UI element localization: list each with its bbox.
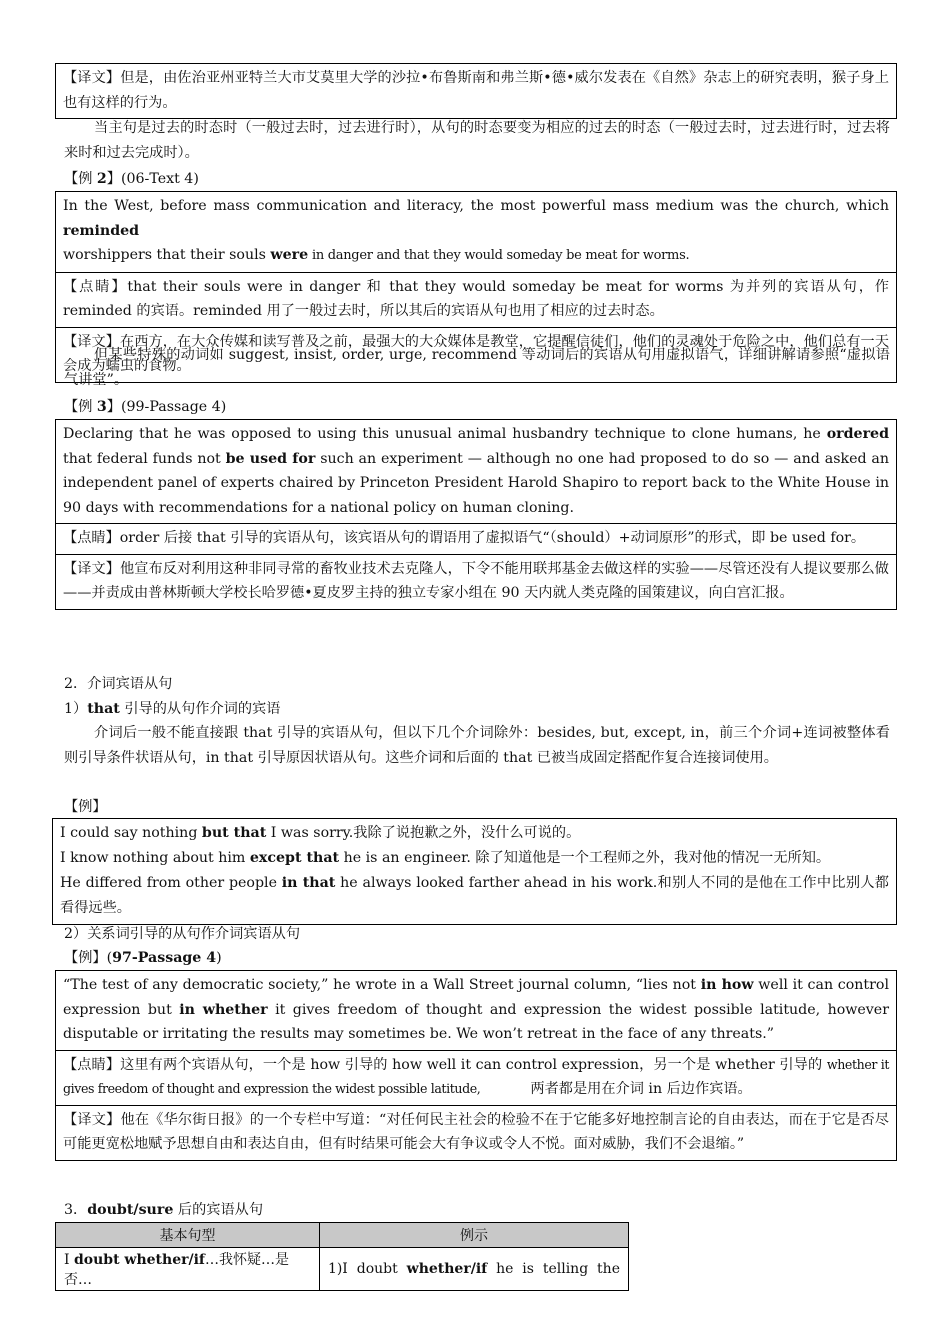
sentence-part: that federal funds not bbox=[63, 450, 226, 467]
label-num: 3 bbox=[96, 399, 107, 415]
section-2-title: 2．介词宾语从句 bbox=[64, 676, 173, 692]
section-2-paragraph: 介词后一般不能直接跟 that 引导的宾语从句，但以下几个介词除外：besides, but, except, in，前三个介词+连词被整体看则引导条件状语从句，in that 引导原因状语从句。这些介词和后面的 that 已被当成固定搭配作复合连接词使用。 bbox=[64, 725, 890, 766]
sentence-part: worshippers that their souls bbox=[63, 247, 271, 263]
example-2-note: 【点睛】that their souls were in danger 和 that they would someday be meat for worms 为并列的宾语从句，作 reminded 的宾语。reminded 用了一般过去时，所以其后的宾语从句也用了相应的过去时态。 bbox=[56, 272, 896, 327]
note-part: 【点睛】这里有两个宾语从句，一个是 how 引导的 how well it can control expression，另一个是 whether 引导的 bbox=[63, 1056, 827, 1073]
sub-rest: 引导的从句作介词的宾语 bbox=[119, 701, 281, 717]
label-num: 2 bbox=[96, 171, 107, 187]
sentence-bold: be used for bbox=[225, 450, 316, 467]
label-bold: 97-Passage 4 bbox=[112, 950, 217, 966]
sentence-bold: in how bbox=[700, 977, 754, 993]
cell-part: …我怀疑…是否… bbox=[64, 1252, 289, 1288]
sentence-bold: were bbox=[270, 247, 309, 263]
label-post: 】(06-Text 4) bbox=[106, 171, 199, 187]
label-pre: 【例 bbox=[64, 171, 97, 187]
label-post: 】(99-Passage 4) bbox=[106, 399, 227, 415]
example-line-3 bbox=[60, 871, 889, 921]
text-part: I know nothing about him bbox=[60, 850, 250, 866]
sentence-part: it gives freedom of thought and expression the widest possible latitude, however disputable or irritating the results may sometimes be. We won’t retreat in the face of any threats.” bbox=[63, 1001, 889, 1042]
section-2-examples bbox=[53, 819, 896, 924]
title-bold: doubt/sure bbox=[87, 1202, 174, 1218]
text-bold: in that bbox=[281, 875, 336, 891]
example-4-note bbox=[56, 1050, 896, 1105]
sentence-part: In the West, before mass communication and literacy, the most powerful mass medium was the church, which bbox=[63, 198, 889, 214]
text-part: I could say nothing bbox=[60, 825, 202, 841]
table-header-row bbox=[56, 1223, 629, 1248]
text-part: he is an engineer. 除了知道他是一个工程师之外，我对他的情况一无所知。 bbox=[339, 850, 831, 866]
example-3-sentence bbox=[56, 420, 896, 523]
example-3-label bbox=[64, 395, 226, 419]
table-header-pattern: 基本句型 bbox=[56, 1223, 320, 1248]
section-3-title bbox=[64, 1198, 263, 1222]
sentence-bold: ordered bbox=[826, 426, 889, 442]
title-num: 3． bbox=[64, 1202, 88, 1218]
text-part: he always looked farther ahead in his work.和别人不同的是他在工作中比别人都看得远些。 bbox=[60, 875, 889, 916]
cell-bold: doubt whether/if bbox=[73, 1252, 205, 1268]
example-4-sentence bbox=[56, 971, 896, 1050]
sub-bold: that bbox=[87, 701, 120, 717]
text-bold: but that bbox=[201, 825, 267, 841]
text-part: I was sorry.我除了说抱歉之外，没什么可说的。 bbox=[266, 825, 581, 841]
cell-part: I bbox=[64, 1252, 74, 1268]
label-pre: 【例】( bbox=[64, 950, 113, 966]
example-3-note: 【点睛】order 后接 that 引导的宾语从句，该宾语从句的谓语用了虚拟语气“（should）+动词原形”的形式，即 be used for。 bbox=[56, 523, 896, 554]
example-2-sentence bbox=[56, 192, 896, 272]
text-part: He differed from other people bbox=[60, 875, 282, 891]
cell-bold: whether/if bbox=[406, 1261, 488, 1277]
example-3-box bbox=[55, 419, 897, 610]
example-4-label bbox=[64, 946, 222, 970]
sub-num: 1） bbox=[64, 701, 88, 717]
sentence-bold: reminded bbox=[63, 222, 140, 239]
example-line-1 bbox=[60, 821, 889, 846]
cell-part: he is telling the bbox=[487, 1261, 620, 1277]
note-part: whether it gives freedom of thought and expression the widest possible latitude, bbox=[63, 1056, 889, 1096]
title-rest: 后的宾语从句 bbox=[173, 1202, 264, 1218]
label-post: ) bbox=[216, 950, 222, 966]
translation-box-1 bbox=[55, 63, 897, 119]
section-2-subtitle-1 bbox=[64, 697, 280, 721]
label-pre: 【例 bbox=[64, 399, 97, 415]
sentence-part: in danger and that they would someday be meat for worms. bbox=[308, 248, 690, 263]
table-header-example: 例示 bbox=[319, 1223, 628, 1248]
translation-text: 【译文】但是，由佐治亚州亚特兰大市艾莫里大学的沙拉•布鲁斯南和弗兰斯•德•威尔发表在《自然》杂志上的研究表明，猴子身上也有这样的行为。 bbox=[63, 70, 889, 111]
example-line-2 bbox=[60, 846, 889, 871]
example-2-translation: 【译文】在西方，在大众传媒和读写普及之前，最强大的大众媒体是教堂，它提醒信徒们，他们的灵魂处于危险之中，他们总有一天会成为蠕虫的食物。 bbox=[56, 327, 896, 382]
section-2-example-box bbox=[52, 818, 897, 925]
table-row bbox=[56, 1248, 629, 1291]
paragraph-past-tense: 当主句是过去的时态时（一般过去时，过去进行时），从句的时态要变为相应的过去的时态（一般过去时，过去进行时，过去将来时和过去完成时）。 bbox=[64, 120, 890, 161]
example-2-label bbox=[64, 167, 199, 191]
sentence-part: Declaring that he was opposed to using this unusual animal husbandry technique to clone humans, he bbox=[63, 426, 827, 442]
example-4-box bbox=[55, 970, 897, 1161]
sentence-part: such an experiment — although no one had proposed to do so — and asked an independent panel of experts chaired by Princeton President Harold Shapiro to report back to the White House in 90 days with recommendations for a national policy on human cloning. bbox=[63, 450, 889, 516]
text-bold: except that bbox=[249, 850, 340, 866]
paragraph-subjunctive: 但某些特殊的动词如 suggest, insist, order, urge, recommend 等动词后的宾语从句用虚拟语气，详细讲解请参照“虚拟语气讲堂”。 bbox=[64, 347, 890, 388]
note-part: 两者都是用在介词 in 后边作宾语。 bbox=[530, 1081, 752, 1097]
sentence-part: well it can control expression but bbox=[63, 977, 889, 1018]
table-cell-example bbox=[319, 1248, 628, 1291]
example-4-translation: 【译文】他在《华尔街日报》的一个专栏中写道：“对任何民主社会的检验不在于它能多好地控制言论的自由表达，而在于它是否尽可能更宽松地赋予思想自由和表达自由，但有时结果可能会大有争议或令人不悦。面对威胁，我们不会退缩。” bbox=[56, 1105, 896, 1160]
section-2-subtitle-2: 2）关系词引导的从句作介词宾语从句 bbox=[64, 926, 301, 942]
sentence-part: “The test of any democratic society,” he wrote in a Wall Street journal column, “lies not bbox=[63, 977, 701, 993]
sentence-bold: in whether bbox=[179, 1001, 268, 1018]
section-2-example-label: 【例】 bbox=[64, 799, 107, 815]
example-3-translation: 【译文】他宣布反对利用这种非同寻常的畜牧业技术去克隆人，下令不能用联邦基金去做这样的实验——尽管还没有人提议要那么做——并责成由普林斯顿大学校长哈罗德•夏皮罗主持的独立专家小组在 90 天内就人类克隆的国策建议，向白宫汇报。 bbox=[56, 554, 896, 609]
table-cell-pattern bbox=[56, 1248, 320, 1291]
cell-part: 1)I doubt bbox=[327, 1261, 407, 1277]
sentence-pattern-table bbox=[55, 1222, 629, 1291]
